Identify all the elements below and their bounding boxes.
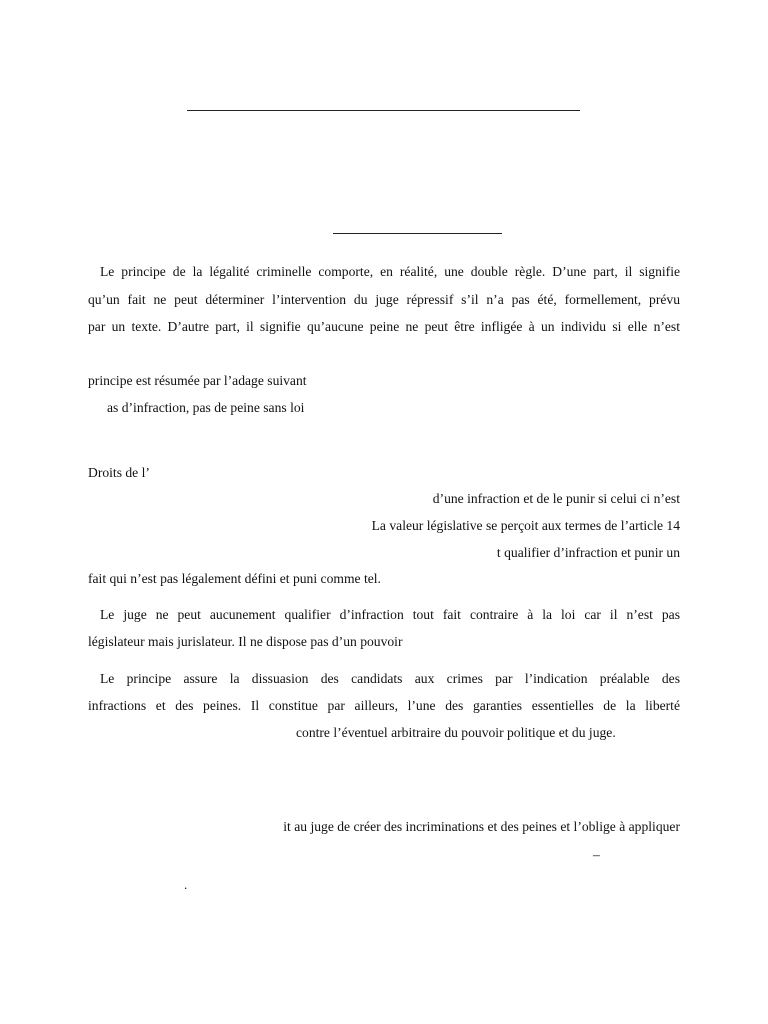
header-rule	[187, 110, 580, 111]
paragraph3-line1: Le principe assure la dissuasion des candidats aux crimes par l’indication préalable des	[100, 671, 680, 686]
bottom-dash: –	[593, 847, 600, 862]
bottom-dot: .	[184, 877, 188, 892]
paragraph3-line2: infractions et des peines. Il constitue par ailleurs, l’une des garanties essentielles de la liberté	[88, 698, 680, 713]
adage-line1: principe est résumée par l’adage suivant	[88, 373, 307, 388]
paragraph1-line2: qu’un fait ne peut déterminer l’intervention du juge répressif s’il n’a pas été, formellement, prévu	[88, 292, 680, 307]
adage-line2: as d’infraction, pas de peine sans loi	[107, 400, 305, 415]
section-line2: La valeur législative se perçoit aux termes de l’article 14	[371, 518, 680, 533]
section-line1: d’une infraction et de le punir si celui ci n’est	[432, 491, 680, 506]
paragraph1-line3: par un texte. D’autre part, il signifie qu’aucune peine ne peut être infligée à un individu si elle n’est	[88, 319, 680, 334]
paragraph3-line3: contre l’éventuel arbitraire du pouvoir politique et du juge.	[296, 725, 616, 740]
paragraph2-line2: législateur mais jurislateur. Il ne dispose pas d’un pouvoir	[88, 634, 403, 649]
bottom-line1: it au juge de créer des incriminations et des peines et l’oblige à appliquer	[283, 819, 680, 834]
paragraph2-line1: Le juge ne peut aucunement qualifier d’infraction tout fait contraire à la loi car il n’est pas	[100, 607, 680, 622]
section-droits: Droits de l’	[88, 465, 150, 480]
section-line4: fait qui n’est pas légalement défini et puni comme tel.	[88, 571, 381, 586]
paragraph1-line1: Le principe de la légalité criminelle comporte, en réalité, une double règle. D’une part, il signifie	[100, 264, 680, 279]
title-rule	[333, 233, 502, 234]
section-line3: t qualifier d’infraction et punir un	[496, 545, 680, 560]
